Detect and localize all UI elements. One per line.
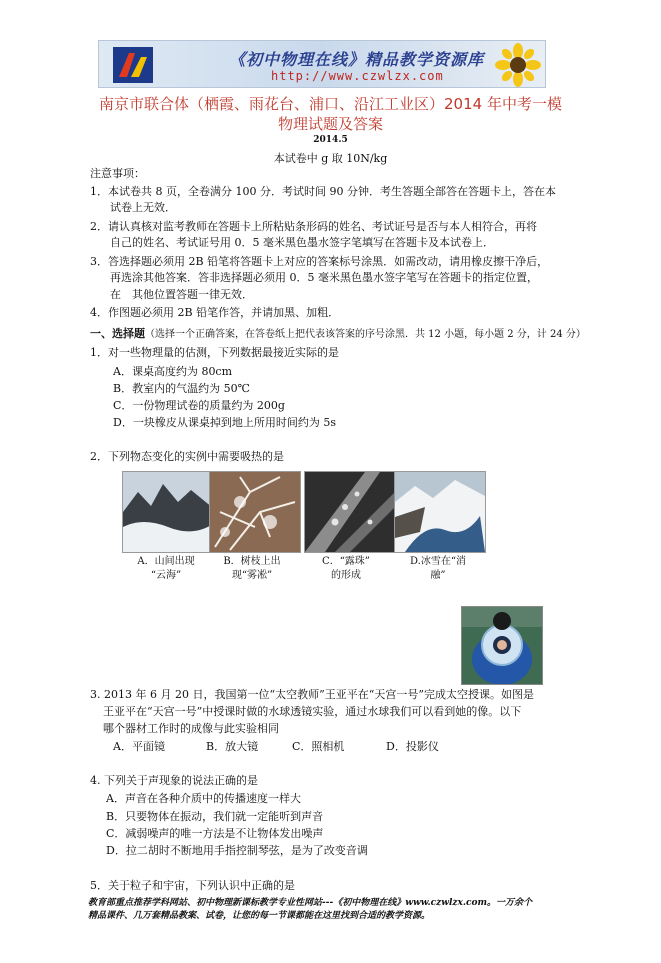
photo-caption: B．树枝上出 现“雾凇” — [223, 556, 281, 581]
question-stem: 2．下列物态变化的实例中需要吸热的是 — [90, 450, 284, 463]
footer-line: 教育部重点推荐学科网站、初中物理新课标教学专业性网站---《初中物理在线》www.czwlzx.com。一万余个 — [88, 898, 533, 908]
section-desc: （选择一个正确答案，在答卷纸上把代表该答案的序号涂黑．共 12 小题，每小题 2 分，计 24 分） — [145, 329, 586, 340]
question-stem: 4. 下列关于声现象的说法正确的是 — [90, 774, 258, 787]
option-c: C．一份物理试卷的质量约为 200g — [113, 399, 285, 412]
option-a: A．平面镜 — [113, 740, 165, 753]
option-a: A．声音在各种介质中的传播速度一样大 — [106, 792, 301, 805]
banner-title: 《初中物理在线》精品教学资源库 — [229, 50, 485, 69]
doc-title-line1: 南京市联合体（栖霞、雨花台、浦口、沿江工业区）2014 年中考一模 — [99, 95, 562, 113]
option-c: C．减弱噪声的唯一方法是不让物体发出噪声 — [106, 827, 324, 840]
option-b: B．放大镜 — [206, 740, 259, 753]
option-d: D．一块橡皮从课桌掉到地上所用时间约为 5s — [113, 416, 336, 429]
option-d: D．投影仪 — [386, 740, 439, 753]
photo-caption: C．“露珠” 的形成 — [322, 556, 370, 581]
section-heading — [90, 327, 586, 342]
notice-line: 3．答选择题必须用 2B 铅笔将答题卡上对应的答案标号涂黑．如需改动，请用橡皮擦干净后， — [90, 255, 549, 268]
question-stem: 3. 2013 年 6 月 20 日，我国第一位“太空教师”王亚平在“天宫一号”完成太空授课。如图是 — [90, 688, 534, 701]
site-logo-icon — [113, 47, 153, 83]
option-a: A．课桌高度约为 80cm — [113, 365, 233, 378]
notice-line: 试卷上无效． — [110, 201, 176, 214]
photo-water-ball-lens — [461, 606, 543, 685]
question-stem: 王亚平在“天宫一号”中授课时做的水球透镜实验，通过水球我们可以看到她的像。以下 — [103, 705, 522, 718]
option-c: C．照相机 — [292, 740, 345, 753]
notice-line: 自己的姓名、考试证号用 0．5 毫米黑色墨水签字笔填写在答题卡及本试卷上． — [110, 236, 494, 249]
photo-dew — [304, 471, 396, 553]
notice-line: 1．本试卷共 8 页，全卷满分 100 分．考试时间 90 分钟．考生答题全部答在答题卡上，答在本 — [90, 185, 556, 198]
option-d: D．拉二胡时不断地用手指控制琴弦，是为了改变音调 — [106, 844, 368, 857]
page-footer — [88, 897, 608, 923]
doc-date: 2014.5 — [313, 135, 348, 145]
section-title: 一、选择题 — [90, 327, 145, 340]
notice-line: 4．作图题必须用 2B 铅笔作答，并请加黑、加粗． — [90, 306, 340, 319]
doc-title-line2: 物理试题及答案 — [277, 115, 383, 133]
banner-url[interactable]: http://www.czwlzx.com — [271, 69, 444, 83]
photo-rime — [209, 471, 301, 553]
photo-sea-of-clouds — [122, 471, 214, 553]
option-b: B．教室内的气温约为 50℃ — [113, 382, 250, 395]
question-stem: 哪个器材工作时的成像与此实验相同 — [103, 722, 279, 735]
notice-line: 2．请认真核对监考教师在答题卡上所粘贴条形码的姓名、考试证号是否与本人相符合，再将 — [90, 220, 537, 233]
question-stem: 1．对一些物理量的估测，下列数据最接近实际的是 — [90, 346, 339, 359]
notice-line: 再选涂其他答案．答非选择题必须用 0．5 毫米黑色墨水签字笔写在答题卡的指定位置， — [110, 271, 538, 284]
sunflower-icon — [495, 43, 541, 87]
photo-caption: D.冰雪在“消 融” — [410, 556, 466, 581]
photo-caption: A．山间出现 “云海” — [137, 556, 195, 581]
footer-line: 精品课件、几万套精品教案、试卷，让您的每一节课都能在这里找到合适的教学资源。 — [88, 911, 431, 921]
photo-melting-snow — [394, 471, 486, 553]
notice-heading: 注意事项： — [90, 167, 145, 180]
notice-line: 在 其他位置答题一律无效． — [110, 288, 253, 301]
site-banner — [98, 40, 546, 88]
g-note: 本试卷中 g 取 10N/kg — [273, 152, 388, 165]
question-stem: 5．关于粒子和宇宙，下列认识中正确的是 — [90, 879, 295, 892]
option-b: B．只要物体在振动，我们就一定能听到声音 — [106, 810, 324, 823]
